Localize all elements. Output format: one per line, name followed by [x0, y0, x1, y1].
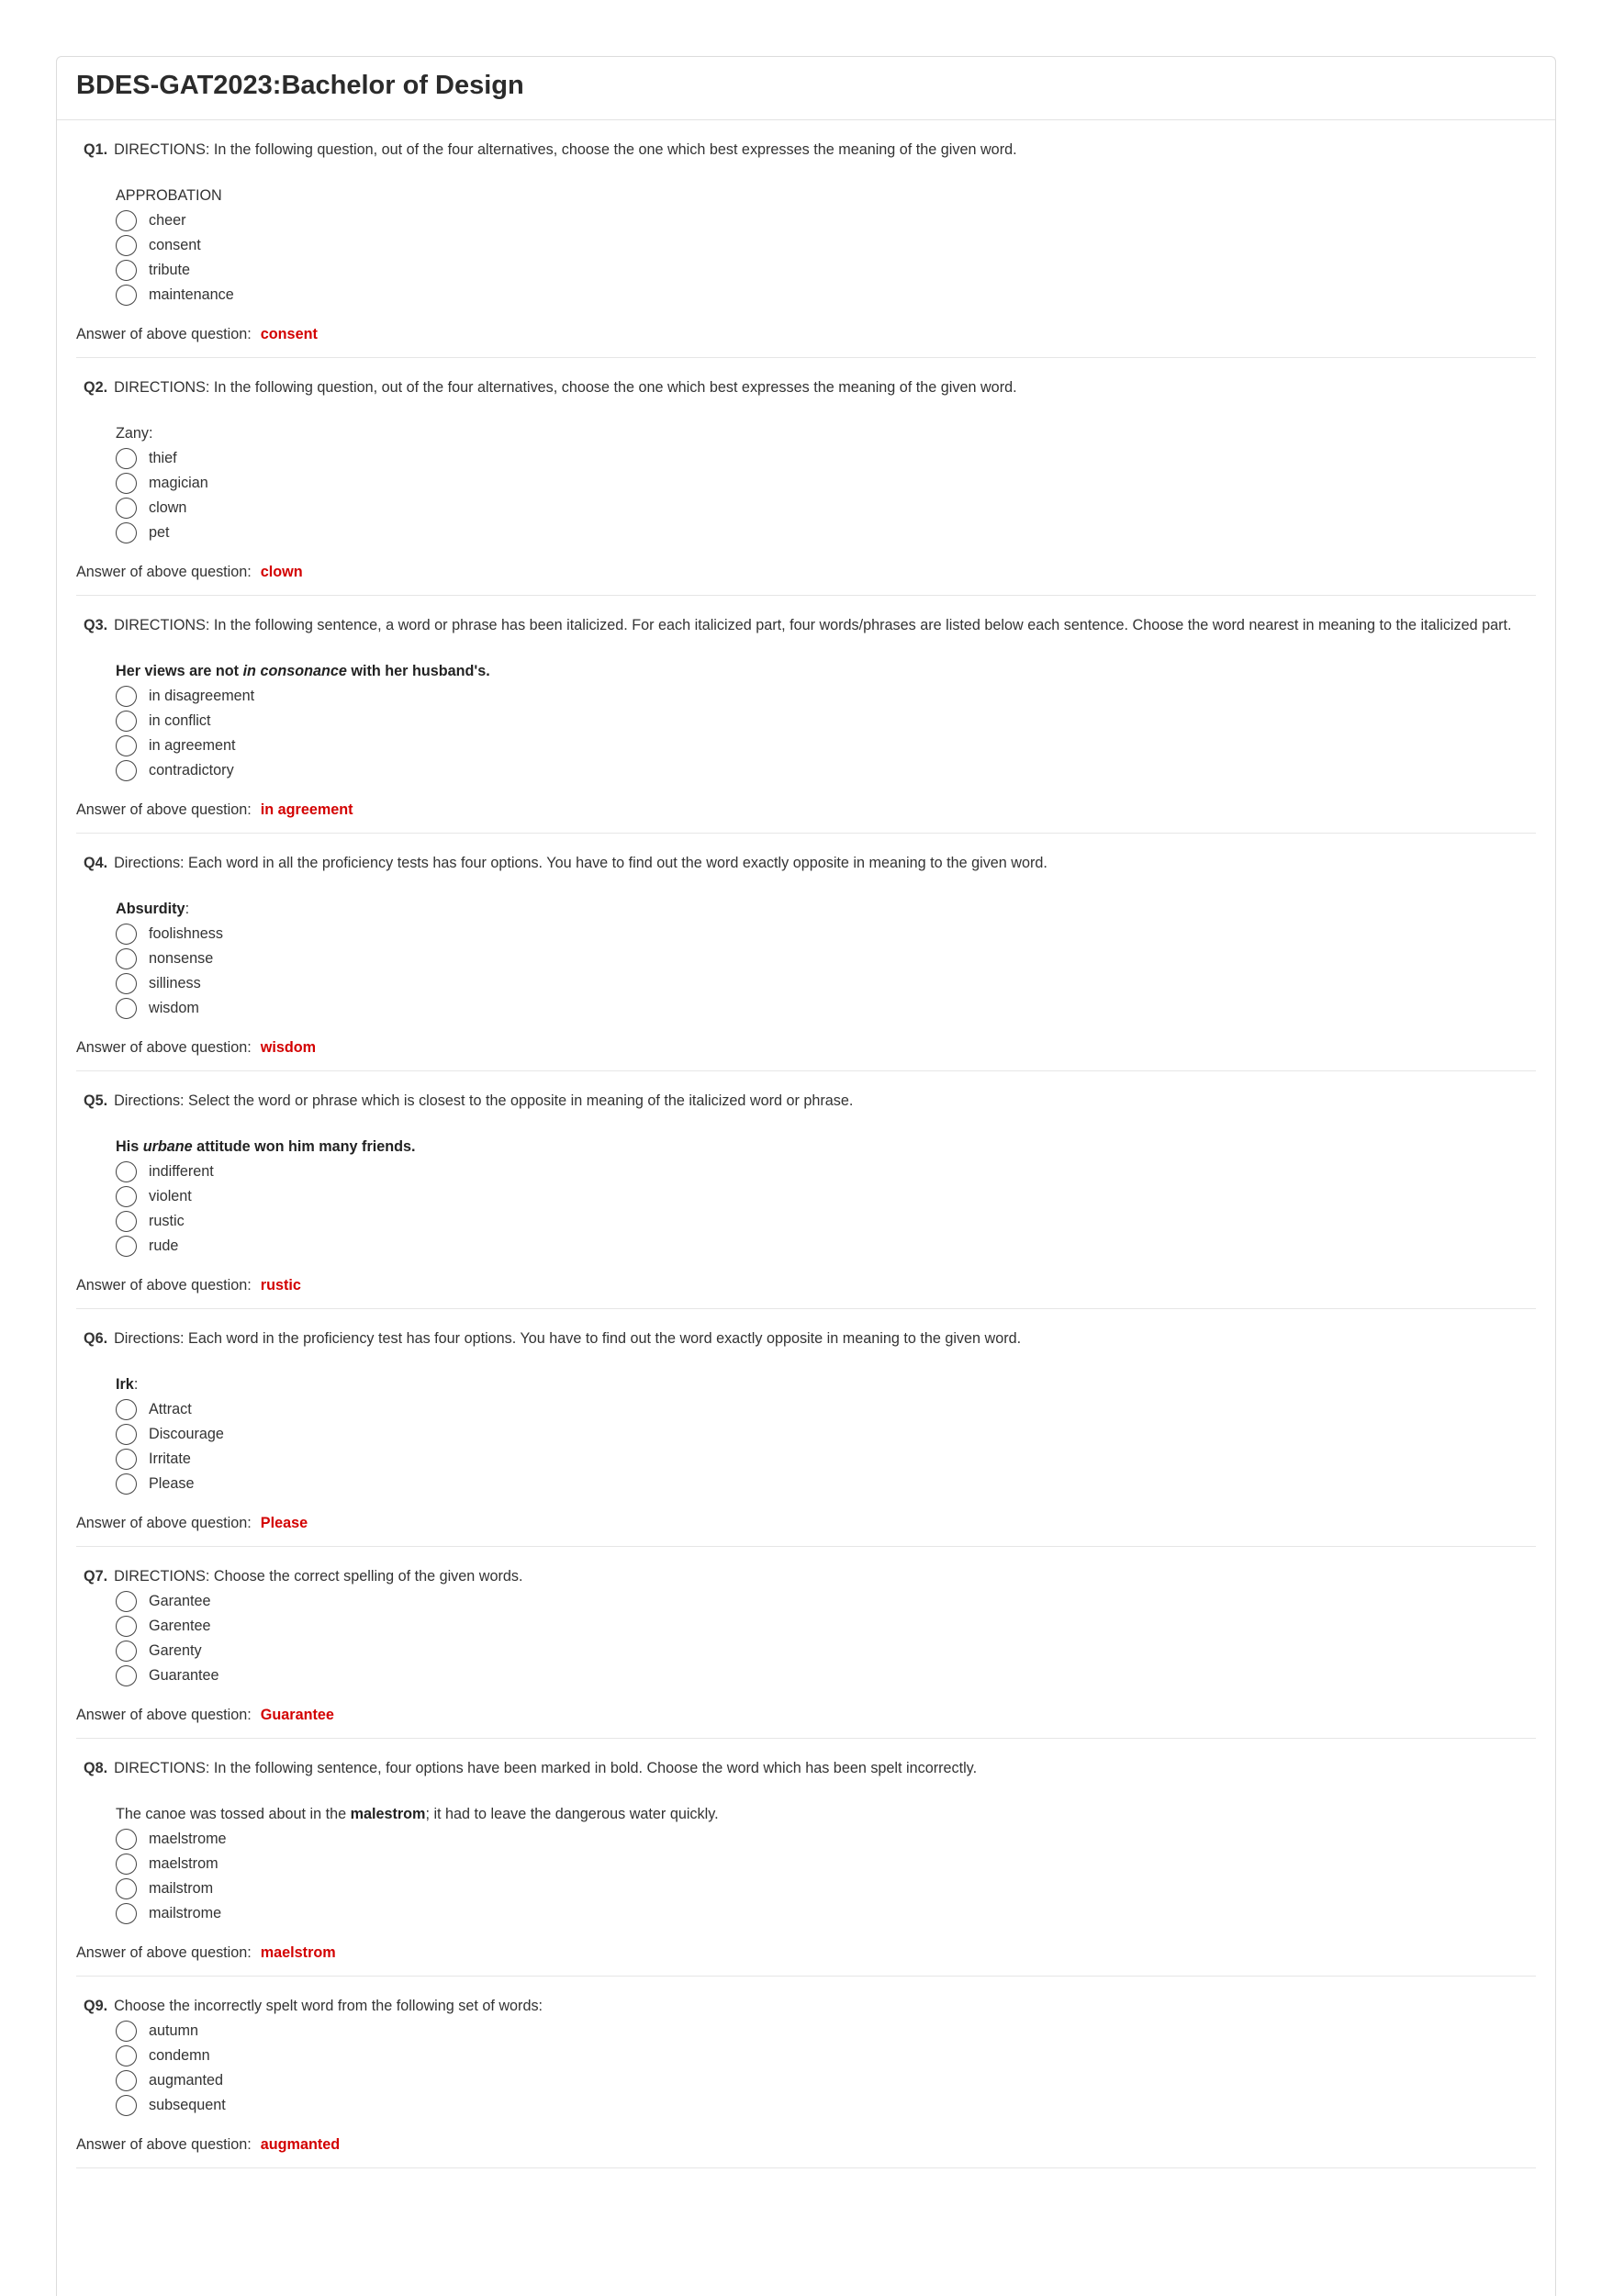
option-item[interactable] [116, 684, 1536, 709]
radio-circle-icon[interactable] [116, 948, 137, 969]
radio-circle-icon[interactable] [116, 1665, 137, 1686]
option-label: condemn [149, 2047, 210, 2064]
question-text: Directions: Select the word or phrase which is closest to the opposite in meaning of the italicized word or phrase. [114, 1092, 854, 1109]
option-label: maelstrome [149, 1831, 227, 1847]
option-item[interactable] [116, 1184, 1536, 1209]
option-item[interactable] [116, 1876, 1536, 1901]
option-item[interactable] [116, 1234, 1536, 1259]
answer-label: Answer of above question: [76, 564, 252, 580]
option-label: maintenance [149, 286, 234, 303]
option-list [116, 1589, 1536, 1688]
option-item[interactable] [116, 1852, 1536, 1876]
radio-circle-icon[interactable] [116, 2070, 137, 2091]
answer-value: maelstrom [260, 1944, 336, 1961]
question-text: Choose the incorrectly spelt word from the following set of words: [114, 1998, 543, 2014]
option-item[interactable] [116, 946, 1536, 971]
question-block [76, 834, 1536, 1071]
option-item[interactable] [116, 1827, 1536, 1852]
answer-value: rustic [260, 1277, 301, 1294]
option-item[interactable] [116, 1447, 1536, 1472]
question-prompt [116, 1137, 1536, 1157]
answer-row [76, 2134, 1536, 2155]
option-item[interactable] [116, 1397, 1536, 1422]
page-title: BDES-GAT2023:Bachelor of Design [76, 71, 524, 100]
option-item[interactable] [116, 521, 1536, 545]
option-item[interactable] [116, 446, 1536, 471]
question-line [76, 1566, 1536, 1586]
answer-value: clown [260, 564, 303, 580]
radio-circle-icon[interactable] [116, 1878, 137, 1899]
option-label: thief [149, 450, 177, 466]
option-label: Garentee [149, 1618, 211, 1634]
option-label: Guarantee [149, 1667, 219, 1684]
radio-circle-icon[interactable] [116, 1591, 137, 1612]
answer-value: in agreement [260, 801, 353, 818]
option-label: magician [149, 475, 208, 491]
option-label: Garantee [149, 1593, 211, 1609]
option-item[interactable] [116, 283, 1536, 308]
answer-row [76, 1943, 1536, 1963]
question-text: Directions: Each word in the proficiency test has four options. You have to find out the word exactly opposite in meaning to the given word. [114, 1330, 1022, 1347]
option-label: tribute [149, 262, 190, 278]
question-block [76, 1739, 1536, 1977]
answer-value: wisdom [260, 1039, 317, 1056]
question-number: Q8. [84, 1760, 108, 1776]
option-item[interactable] [116, 1663, 1536, 1688]
answer-row [76, 324, 1536, 344]
answer-row [76, 1037, 1536, 1058]
radio-circle-icon[interactable] [116, 260, 137, 281]
option-label: rustic [149, 1213, 185, 1229]
question-number: Q5. [84, 1092, 108, 1109]
option-label: contradictory [149, 762, 234, 778]
option-item[interactable] [116, 758, 1536, 783]
question-text: DIRECTIONS: In the following question, out of the four alternatives, choose the one which best expresses the meaning of the given word. [114, 379, 1017, 396]
question-line [76, 1328, 1536, 1349]
question-number: Q3. [84, 617, 108, 633]
prompt-part: The canoe was tossed about in the [116, 1806, 351, 1822]
option-item[interactable] [116, 1472, 1536, 1496]
question-number: Q4. [84, 855, 108, 871]
option-item[interactable] [116, 208, 1536, 233]
question-line [76, 1996, 1536, 2016]
option-label: clown [149, 499, 187, 516]
radio-circle-icon[interactable] [116, 1236, 137, 1257]
radio-circle-icon[interactable] [116, 1211, 137, 1232]
question-block [76, 1309, 1536, 1547]
answer-label: Answer of above question: [76, 1039, 252, 1056]
question-number: Q1. [84, 141, 108, 158]
option-item[interactable] [116, 996, 1536, 1021]
option-list [116, 208, 1536, 308]
question-block [76, 1547, 1536, 1739]
option-label: rude [149, 1238, 179, 1254]
option-label: Garenty [149, 1642, 202, 1659]
option-label: Attract [149, 1401, 192, 1417]
question-prompt [116, 899, 1536, 919]
radio-circle-icon[interactable] [116, 1424, 137, 1445]
option-list [116, 922, 1536, 1021]
option-item[interactable] [116, 1422, 1536, 1447]
answer-value: Guarantee [260, 1707, 334, 1723]
option-item[interactable] [116, 971, 1536, 996]
question-number: Q9. [84, 1998, 108, 2014]
option-list [116, 1397, 1536, 1496]
radio-circle-icon[interactable] [116, 1449, 137, 1470]
radio-circle-icon[interactable] [116, 973, 137, 994]
option-label: autumn [149, 2022, 198, 2039]
question-text: DIRECTIONS: Choose the correct spelling of the given words. [114, 1568, 523, 1585]
prompt-part: : [185, 901, 190, 917]
option-label: pet [149, 524, 170, 541]
option-item[interactable] [116, 1589, 1536, 1614]
question-prompt [116, 661, 1536, 681]
option-list [116, 2019, 1536, 2118]
answer-row [76, 1513, 1536, 1533]
option-label: mailstrome [149, 1905, 222, 1921]
radio-circle-icon[interactable] [116, 686, 137, 707]
radio-circle-icon[interactable] [116, 473, 137, 494]
exam-panel [56, 56, 1556, 2296]
question-prompt [116, 185, 1536, 206]
option-item[interactable] [116, 233, 1536, 258]
radio-circle-icon[interactable] [116, 2095, 137, 2116]
option-label: wisdom [149, 1000, 199, 1016]
option-label: Discourage [149, 1426, 224, 1442]
option-label: consent [149, 237, 201, 253]
option-label: in agreement [149, 737, 236, 754]
option-label: augmanted [149, 2072, 224, 2089]
prompt-part: malestrom [350, 1806, 426, 1822]
radio-circle-icon[interactable] [116, 1903, 137, 1924]
answer-value: Please [260, 1515, 308, 1531]
answer-label: Answer of above question: [76, 801, 252, 818]
answer-label: Answer of above question: [76, 326, 252, 342]
question-line [76, 1091, 1536, 1111]
radio-circle-icon[interactable] [116, 1854, 137, 1875]
prompt-part: attitude won him many friends. [192, 1138, 416, 1155]
prompt-part: Irk [116, 1376, 134, 1393]
radio-circle-icon[interactable] [116, 235, 137, 256]
question-prompt [116, 1374, 1536, 1394]
option-label: in disagreement [149, 688, 255, 704]
option-item[interactable] [116, 258, 1536, 283]
option-item[interactable] [116, 471, 1536, 496]
panel-header [57, 57, 1555, 120]
radio-circle-icon[interactable] [116, 498, 137, 519]
option-item[interactable] [116, 922, 1536, 946]
radio-circle-icon[interactable] [116, 1161, 137, 1182]
option-item[interactable] [116, 2019, 1536, 2044]
radio-circle-icon[interactable] [116, 285, 137, 306]
prompt-part: urbane [142, 1138, 193, 1155]
option-label: silliness [149, 975, 201, 991]
question-text: DIRECTIONS: In the following sentence, four options have been marked in bold. Choose the word which has been spelt incorrectly. [114, 1760, 978, 1776]
option-label: Please [149, 1475, 195, 1492]
option-list [116, 446, 1536, 545]
question-number: Q7. [84, 1568, 108, 1585]
radio-circle-icon[interactable] [116, 1829, 137, 1850]
question-line [76, 1758, 1536, 1778]
radio-circle-icon[interactable] [116, 2021, 137, 2042]
question-line [76, 853, 1536, 873]
answer-value: consent [260, 326, 318, 342]
question-line [76, 140, 1536, 160]
question-line [76, 615, 1536, 635]
option-label: cheer [149, 212, 186, 229]
question-block [76, 358, 1536, 596]
answer-row [76, 1705, 1536, 1725]
option-label: subsequent [149, 2097, 226, 2113]
option-item[interactable] [116, 709, 1536, 734]
radio-circle-icon[interactable] [116, 735, 137, 756]
question-text: DIRECTIONS: In the following sentence, a word or phrase has been italicized. For each italicized part, four words/phrases are listed below each sentence. Choose the word nearest in meaning to the italicized part. [114, 617, 1512, 633]
radio-circle-icon[interactable] [116, 1186, 137, 1207]
question-text: Directions: Each word in all the proficiency tests has four options. You have to find out the word exactly opposite in meaning to the given word. [114, 855, 1047, 871]
option-item[interactable] [116, 1639, 1536, 1663]
radio-circle-icon[interactable] [116, 998, 137, 1019]
option-list [116, 1827, 1536, 1926]
radio-circle-icon[interactable] [116, 448, 137, 469]
question-block [76, 1977, 1536, 2168]
prompt-part: : [133, 1376, 139, 1393]
answer-label: Answer of above question: [76, 1515, 252, 1531]
question-text: DIRECTIONS: In the following question, out of the four alternatives, choose the one which best expresses the meaning of the given word. [114, 141, 1017, 158]
option-item[interactable] [116, 496, 1536, 521]
radio-circle-icon[interactable] [116, 1399, 137, 1420]
question-number: Q2. [84, 379, 108, 396]
question-number: Q6. [84, 1330, 108, 1347]
prompt-part: Absurdity [116, 901, 185, 917]
option-label: indifferent [149, 1163, 214, 1180]
option-item[interactable] [116, 2068, 1536, 2093]
radio-circle-icon[interactable] [116, 210, 137, 231]
option-item[interactable] [116, 2093, 1536, 2118]
answer-row [76, 800, 1536, 820]
option-label: nonsense [149, 950, 214, 967]
radio-circle-icon[interactable] [116, 522, 137, 543]
answer-value: augmanted [260, 2136, 341, 2153]
answer-label: Answer of above question: [76, 2136, 252, 2153]
radio-circle-icon[interactable] [116, 760, 137, 781]
answer-label: Answer of above question: [76, 1707, 252, 1723]
prompt-part: with her husband's. [346, 663, 490, 679]
prompt-part: Zany: [116, 425, 153, 442]
answer-label: Answer of above question: [76, 1277, 252, 1294]
radio-circle-icon[interactable] [116, 1473, 137, 1495]
option-item[interactable] [116, 1209, 1536, 1234]
question-prompt [116, 1804, 1536, 1824]
radio-circle-icon[interactable] [116, 1616, 137, 1637]
option-label: foolishness [149, 925, 223, 942]
option-item[interactable] [116, 2044, 1536, 2068]
question-line [76, 377, 1536, 398]
prompt-part: APPROBATION [116, 187, 222, 204]
answer-label: Answer of above question: [76, 1944, 252, 1961]
prompt-part: in consonance [242, 663, 347, 679]
option-label: Irritate [149, 1450, 191, 1467]
option-label: maelstrom [149, 1855, 218, 1872]
answer-row [76, 1275, 1536, 1295]
prompt-part: ; it had to leave the dangerous water quickly. [425, 1806, 719, 1822]
answer-row [76, 562, 1536, 582]
option-item[interactable] [116, 1901, 1536, 1926]
prompt-part: Her views are not [116, 663, 243, 679]
prompt-part: His [116, 1138, 143, 1155]
question-list [57, 120, 1555, 2168]
radio-circle-icon[interactable] [116, 711, 137, 732]
radio-circle-icon[interactable] [116, 924, 137, 945]
option-list [116, 684, 1536, 783]
option-label: in conflict [149, 712, 211, 729]
option-list [116, 1159, 1536, 1259]
option-item[interactable] [116, 1159, 1536, 1184]
option-label: violent [149, 1188, 192, 1204]
option-label: mailstrom [149, 1880, 214, 1897]
radio-circle-icon[interactable] [116, 1641, 137, 1662]
radio-circle-icon[interactable] [116, 2045, 137, 2066]
question-prompt [116, 423, 1536, 443]
question-block [76, 120, 1536, 358]
option-item[interactable] [116, 1614, 1536, 1639]
option-item[interactable] [116, 734, 1536, 758]
question-block [76, 1071, 1536, 1309]
question-block [76, 596, 1536, 834]
